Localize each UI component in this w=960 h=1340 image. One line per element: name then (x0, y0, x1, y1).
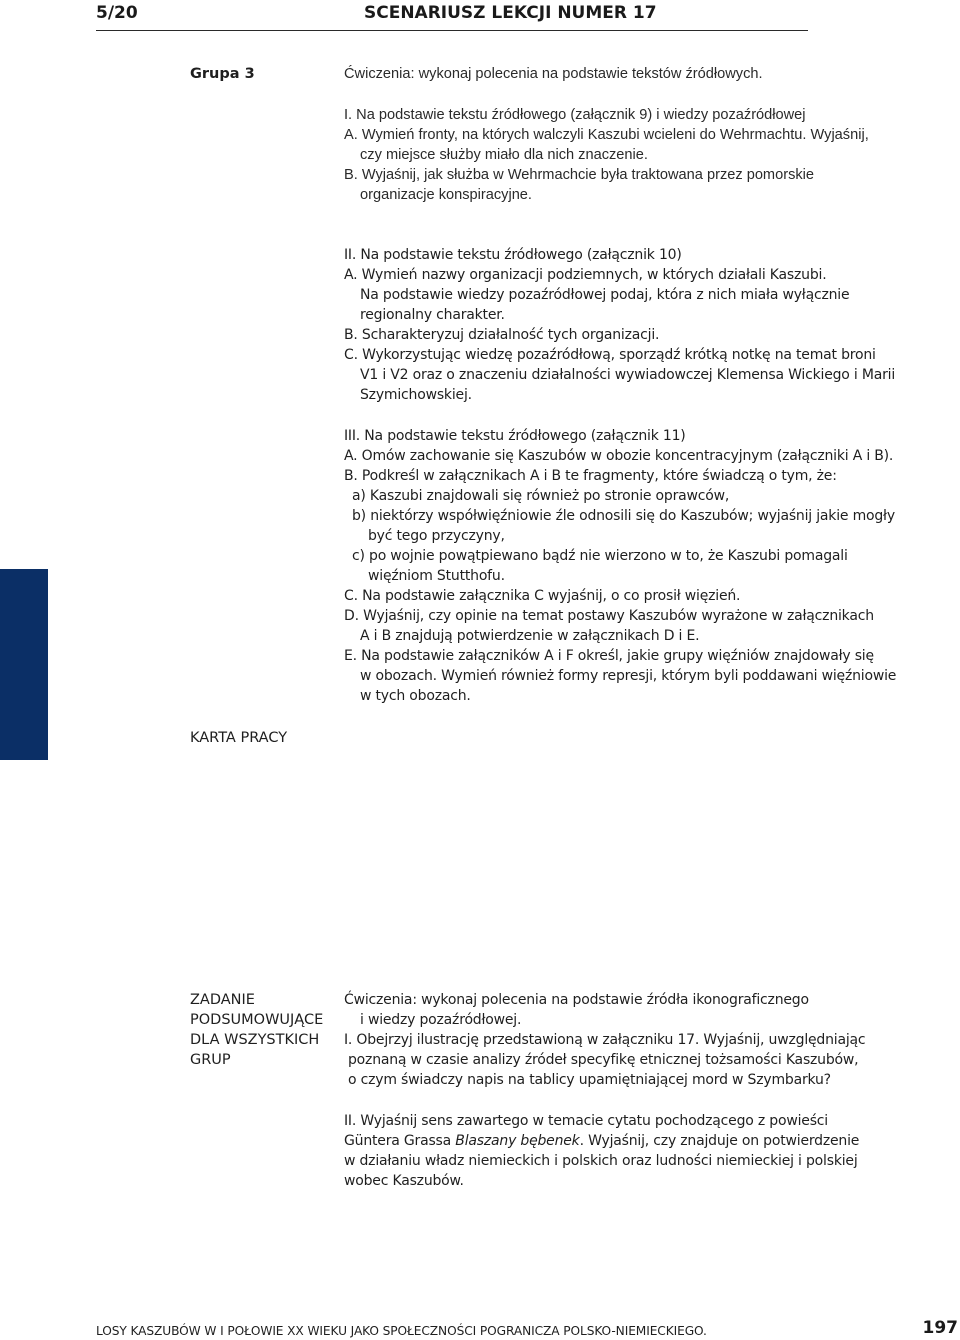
summary-part1-line: o czym świadczy napis na tablicy upamiętniającej mord w Szymbarku? (348, 1072, 831, 1088)
summary-intro-line: i wiedzy pozaźródłowej. (360, 1012, 522, 1028)
section-3-line: C. Na podstawie załącznika C wyjaśnij, o co prosił więzień. (344, 588, 741, 604)
section-1-line: B. Wyjaśnij, jak służba w Wehrmachcie była traktowana przez pomorskie (344, 167, 815, 183)
summary-label-line: GRUP (190, 1052, 231, 1068)
summary-part2-line: wobec Kaszubów. (344, 1173, 464, 1189)
summary-content (344, 990, 865, 1090)
section-3-line: a) Kaszubi znajdowali się również po stronie oprawców, (352, 488, 730, 504)
book-title: Blaszany bębenek (455, 1133, 580, 1149)
section-1-line: czy miejsce służby miało dla nich znaczenie. (360, 147, 648, 163)
summary-part2-line (344, 1131, 859, 1151)
karta-pracy-label: KARTA PRACY (190, 730, 288, 746)
summary-intro-line: Ćwiczenia: wykonaj polecenia na podstawie źródła ikonograficznego (344, 992, 809, 1008)
section-2-line: II. Na podstawie tekstu źródłowego (załącznik 10) (344, 247, 682, 263)
text-span: Güntera Grassa (344, 1133, 456, 1149)
text-span: . Wyjaśnij, czy znajduje on potwierdzenie (579, 1133, 860, 1149)
section-3-line: w obozach. Wymień również formy represji, którym byli poddawani więźniowie (360, 668, 897, 684)
section-3-line: B. Podkreśl w załącznikach A i B te fragmenty, które świadczą o tym, że: (344, 468, 837, 484)
section-2-line: regionalny charakter. (360, 307, 505, 323)
section-3-line: A i B znajdują potwierdzenie w załącznikach D i E. (360, 628, 700, 644)
footer-text: LOSY KASZUBÓW W I POŁOWIE XX WIEKU JAKO SPOŁECZNOŚCI POGRANICZA POLSKO-NIEMIECKIEGO. (96, 1324, 707, 1338)
section-2-line: Szymichowskiej. (360, 387, 472, 403)
group-label: Grupa 3 (190, 66, 255, 82)
section-3-line: E. Na podstawie załączników A i F określ, jakie grupy więźniów znajdowały się (344, 648, 874, 664)
summary-label-line: ZADANIE (190, 992, 255, 1008)
section-3-line: D. Wyjaśnij, czy opinie na temat postawy Kaszubów wyrażone w załącznikach (344, 608, 874, 624)
section-1 (344, 105, 869, 205)
header-rule (96, 30, 808, 31)
summary-part2-line: II. Wyjaśnij sens zawartego w temacie cytatu pochodzącego z powieści (344, 1113, 828, 1129)
section-3-line: b) niektórzy współwięźniowie źle odnosili się do Kaszubów; wyjaśnij jakie mogły (352, 508, 895, 524)
group-intro: Ćwiczenia: wykonaj polecenia na podstawie tekstów źródłowych. (344, 66, 763, 82)
section-3-line: więźniom Stutthofu. (368, 568, 505, 584)
summary-label-line: DLA WSZYSTKICH (190, 1032, 320, 1048)
section-1-line: organizacje konspiracyjne. (360, 187, 532, 203)
section-3-line: być tego przyczyny, (368, 528, 505, 544)
page-title: SCENARIUSZ LEKCJI NUMER 17 (364, 3, 657, 23)
section-2-line: C. Wykorzystując wiedzę pozaźródłową, sporządź krótką notkę na temat broni (344, 347, 876, 363)
section-3-line: c) po wojnie powątpiewano bądź nie wierzono w to, że Kaszubi pomagali (352, 548, 848, 564)
section-1-line: A. Wymień fronty, na których walczyli Kaszubi wcieleni do Wehrmachtu. Wyjaśnij, (344, 127, 869, 143)
summary-part1-line: I. Obejrzyj ilustrację przedstawioną w załączniku 17. Wyjaśnij, uwzględniając (344, 1032, 866, 1048)
section-3 (344, 426, 896, 706)
section-3-line: w tych obozach. (360, 688, 471, 704)
section-2 (344, 245, 895, 405)
summary-label-line: PODSUMOWUJĄCE (190, 1012, 324, 1028)
section-2-line: A. Wymień nazwy organizacji podziemnych, w których działali Kaszubi. (344, 267, 827, 283)
summary-part2-line: w działaniu władz niemieckich i polskich oraz ludności niemieckiej i polskiej (344, 1153, 858, 1169)
summary-label (190, 990, 323, 1070)
section-2-line: V1 i V2 oraz o znaczeniu działalności wywiadowczej Klemensa Wickiego i Marii (360, 367, 896, 383)
summary-part2 (344, 1111, 859, 1191)
section-2-line: Na podstawie wiedzy pozaźródłowej podaj, która z nich miała wyłącznie (360, 287, 850, 303)
page-indicator: 5/20 (96, 3, 138, 23)
section-3-line: A. Omów zachowanie się Kaszubów w obozie koncentracyjnym (załączniki A i B). (344, 448, 894, 464)
section-2-line: B. Scharakteryzuj działalność tych organizacji. (344, 327, 660, 343)
summary-part1-line: poznaną w czasie analizy źródeł specyfikę etnicznej tożsamości Kaszubów, (348, 1052, 859, 1068)
side-tab (0, 569, 48, 760)
section-3-line: III. Na podstawie tekstu źródłowego (załącznik 11) (344, 428, 686, 444)
section-1-line: I. Na podstawie tekstu źródłowego (załącznik 9) i wiedzy pozaźródłowej (344, 107, 806, 123)
page-number: 197 (922, 1318, 958, 1338)
